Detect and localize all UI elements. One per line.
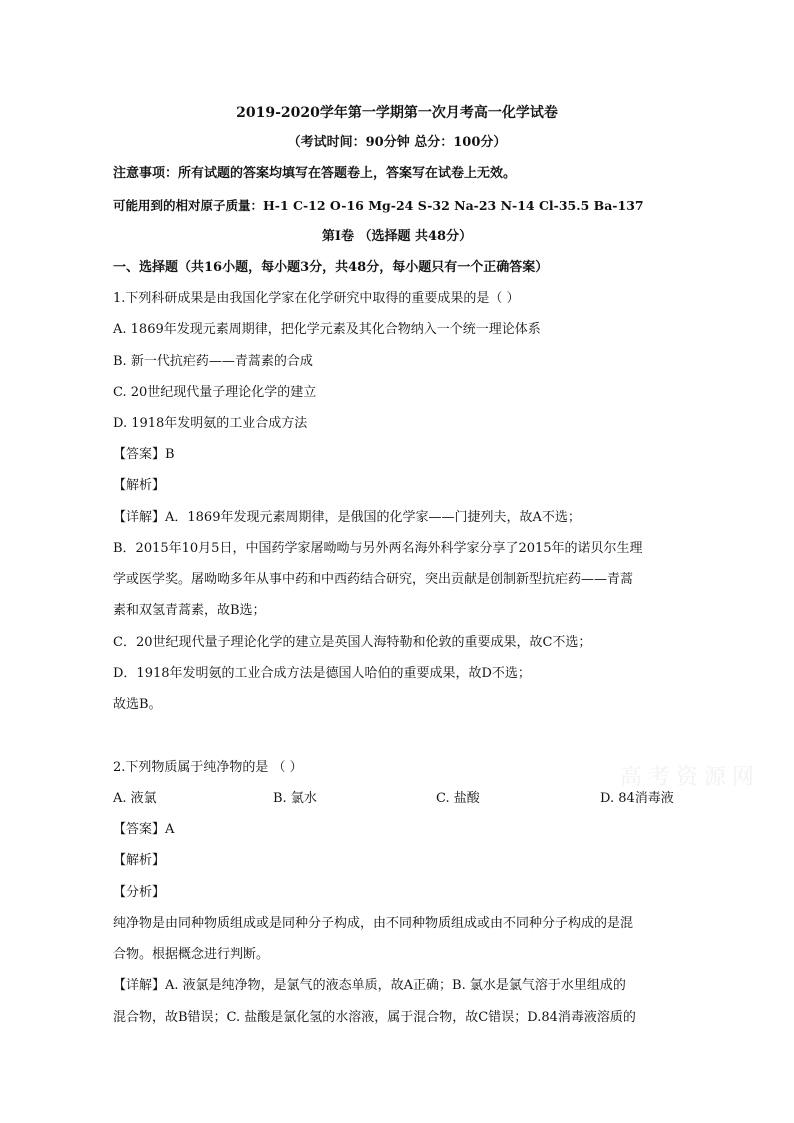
q2-option-c: C. 盐酸 bbox=[436, 791, 480, 806]
q2-option-d: D. 84消毒液 bbox=[600, 791, 674, 806]
q2-detail-line: 【详解】A. 液氯是纯净物，是氯气的液态单质，故A正确；B. 氯水是氯气溶于水里组成的 bbox=[113, 978, 626, 993]
q1-option-b: B. 新一代抗疟药——青蒿素的合成 bbox=[113, 354, 313, 369]
q2-detail-line: 混合物，故B错误；C. 盐酸是氯化氢的水溶液，属于混合物，故C错误；D.84消毒液溶质的 bbox=[113, 1010, 636, 1025]
q1-option-d: D. 1918年发明氨的工业合成方法 bbox=[113, 416, 308, 431]
notice-text: 注意事项：所有试题的答案均填写在答题卷上，答案写在试卷上无效。 bbox=[113, 166, 517, 181]
q1-detail-line: 学或医学奖。屠呦呦多年从事中药和中西药结合研究，突出贡献是创制新型抗疟药——青蒿 bbox=[113, 572, 634, 587]
q1-conclusion: 故选B。 bbox=[113, 697, 162, 712]
q2-fenxi-line: 纯净物是由同种物质组成或是同种分子构成，由不同种物质组成或由不同种分子构成的是混 bbox=[113, 916, 634, 931]
q1-detail-line: B．2015年10月5日，中国药学家屠呦呦与另外两名海外科学家分享了2015年的诺贝尔生理 bbox=[113, 541, 643, 556]
q2-stem: 2.下列物质属于纯净物的是 （ ） bbox=[113, 760, 303, 775]
q2-fenxi-line: 合物。根据概念进行判断。 bbox=[113, 947, 270, 962]
volume-title: 第Ⅰ卷 （选择题 共48分） bbox=[321, 229, 473, 244]
exam-title: 2019-2020学年第一学期第一次月考高一化学试卷 bbox=[236, 105, 558, 121]
watermark: 高考资源网 bbox=[620, 765, 761, 790]
q1-detail-line: C．20世纪现代量子理论化学的建立是英国人海特勒和伦敦的重要成果，故C不选； bbox=[113, 635, 592, 650]
q1-option-c: C. 20世纪现代量子理论化学的建立 bbox=[113, 385, 317, 400]
q1-answer: 【答案】B bbox=[113, 447, 175, 462]
q1-detail-line: D．1918年发明氨的工业合成方法是德国人哈伯的重要成果，故D不选； bbox=[113, 666, 531, 681]
part-title: 一、选择题（共16小题，每小题3分，共48分，每小题只有一个正确答案） bbox=[113, 260, 549, 275]
q1-analysis-label: 【解析】 bbox=[113, 478, 166, 493]
q2-analysis-label: 【解析】 bbox=[113, 853, 166, 868]
exam-info: （考试时间：90分钟 总分：100分） bbox=[287, 135, 507, 150]
q1-detail-line: 【详解】A．1869年发现元素周期律，是俄国的化学家——门捷列夫，故A不选； bbox=[113, 510, 581, 525]
q2-fenxi-label: 【分析】 bbox=[113, 885, 166, 900]
q1-detail-line: 素和双氢青蒿素，故B选； bbox=[113, 603, 266, 618]
q2-option-b: B. 氯水 bbox=[273, 791, 317, 806]
q2-option-a: A. 液氯 bbox=[113, 791, 157, 806]
atomic-masses: 可能用到的相对原子质量：H-1 C-12 O-16 Mg-24 S-32 Na-23 N-14 Cl-35.5 Ba-137 bbox=[113, 198, 644, 213]
q2-answer: 【答案】A bbox=[113, 822, 175, 837]
q1-stem: 1.下列科研成果是由我国化学家在化学研究中取得的重要成果的是（ ） bbox=[113, 291, 520, 306]
q1-option-a: A. 1869年发现元素周期律，把化学元素及其化合物纳入一个统一理论体系 bbox=[113, 322, 541, 337]
